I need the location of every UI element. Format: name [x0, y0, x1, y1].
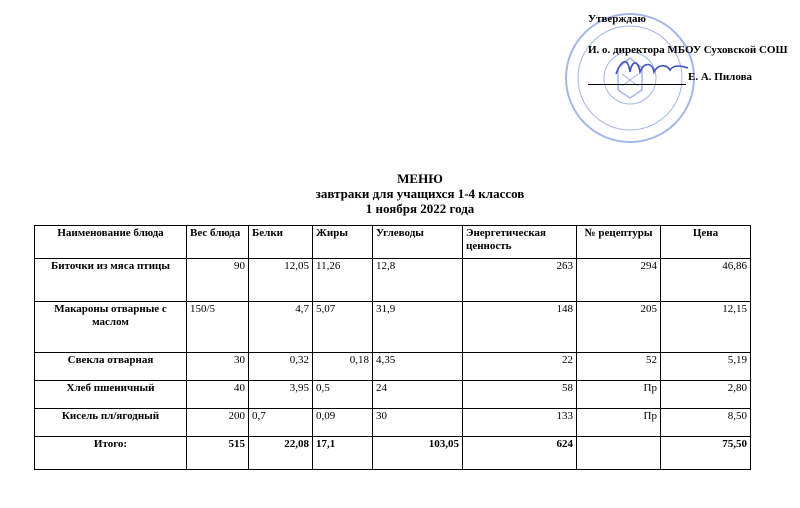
cell-carbs: 4,35 [373, 353, 463, 381]
approval-position: И. о. директора МБОУ Суховской СОШ [588, 44, 788, 56]
total-price: 75,50 [661, 437, 751, 470]
table-row [35, 302, 751, 353]
table-row [35, 353, 751, 381]
total-recipe [577, 437, 661, 470]
cell-price: 2,80 [661, 381, 751, 409]
cell-carbs: 12,8 [373, 259, 463, 302]
cell-protein: 0,32 [249, 353, 313, 381]
cell-dish-name: Макароны отварные с маслом [35, 302, 187, 353]
table-row [35, 381, 751, 409]
total-carbs: 103,05 [373, 437, 463, 470]
cell-fat: 0,18 [313, 353, 373, 381]
cell-energy: 148 [463, 302, 577, 353]
header-fat: Жиры [313, 226, 373, 259]
cell-energy: 22 [463, 353, 577, 381]
cell-dish-name: Хлеб пшеничный [35, 381, 187, 409]
cell-fat: 11,26 [313, 259, 373, 302]
menu-title [0, 171, 800, 216]
approval-title: Утверждаю [588, 13, 646, 25]
cell-fat: 0,5 [313, 381, 373, 409]
cell-weight: 150/5 [187, 302, 249, 353]
header-protein: Белки [249, 226, 313, 259]
cell-protein: 3,95 [249, 381, 313, 409]
cell-protein: 12,05 [249, 259, 313, 302]
title-main: МЕНЮ [397, 171, 443, 186]
cell-recipe: 205 [577, 302, 661, 353]
cell-weight: 200 [187, 409, 249, 437]
cell-recipe: Пр [577, 381, 661, 409]
cell-carbs: 30 [373, 409, 463, 437]
table-header-row [35, 226, 751, 259]
header-dish-name: Наименование блюда [35, 226, 187, 259]
total-protein: 22,08 [249, 437, 313, 470]
cell-recipe: 52 [577, 353, 661, 381]
cell-recipe: 294 [577, 259, 661, 302]
cell-protein: 0,7 [249, 409, 313, 437]
menu-table [34, 225, 751, 470]
table-row [35, 409, 751, 437]
header-price: Цена [661, 226, 751, 259]
title-date: 1 ноября 2022 года [365, 201, 475, 216]
cell-carbs: 24 [373, 381, 463, 409]
signature-line [588, 84, 686, 85]
title-subtitle: завтраки для учащихся 1-4 классов [315, 186, 525, 201]
approval-name: Е. А. Пилова [688, 71, 753, 83]
signature-icon [612, 52, 692, 82]
table-row [35, 259, 751, 302]
cell-price: 46,86 [661, 259, 751, 302]
header-carbs: Углеводы [373, 226, 463, 259]
cell-fat: 5,07 [313, 302, 373, 353]
cell-price: 8,50 [661, 409, 751, 437]
cell-energy: 263 [463, 259, 577, 302]
total-label: Итого: [35, 437, 187, 470]
cell-carbs: 31,9 [373, 302, 463, 353]
total-fat: 17,1 [313, 437, 373, 470]
cell-energy: 133 [463, 409, 577, 437]
cell-dish-name: Кисель пл/ягодный [35, 409, 187, 437]
header-recipe: № рецептуры [577, 226, 661, 259]
cell-recipe: Пр [577, 409, 661, 437]
header-energy: Энергетическая ценность [463, 226, 577, 259]
cell-weight: 90 [187, 259, 249, 302]
cell-weight: 40 [187, 381, 249, 409]
cell-weight: 30 [187, 353, 249, 381]
total-energy: 624 [463, 437, 577, 470]
cell-price: 12,15 [661, 302, 751, 353]
total-weight: 515 [187, 437, 249, 470]
cell-dish-name: Свекла отварная [35, 353, 187, 381]
cell-dish-name: Биточки из мяса птицы [35, 259, 187, 302]
cell-energy: 58 [463, 381, 577, 409]
cell-price: 5,19 [661, 353, 751, 381]
cell-fat: 0,09 [313, 409, 373, 437]
header-weight: Вес блюда [187, 226, 249, 259]
cell-protein: 4,7 [249, 302, 313, 353]
table-total-row [35, 437, 751, 470]
